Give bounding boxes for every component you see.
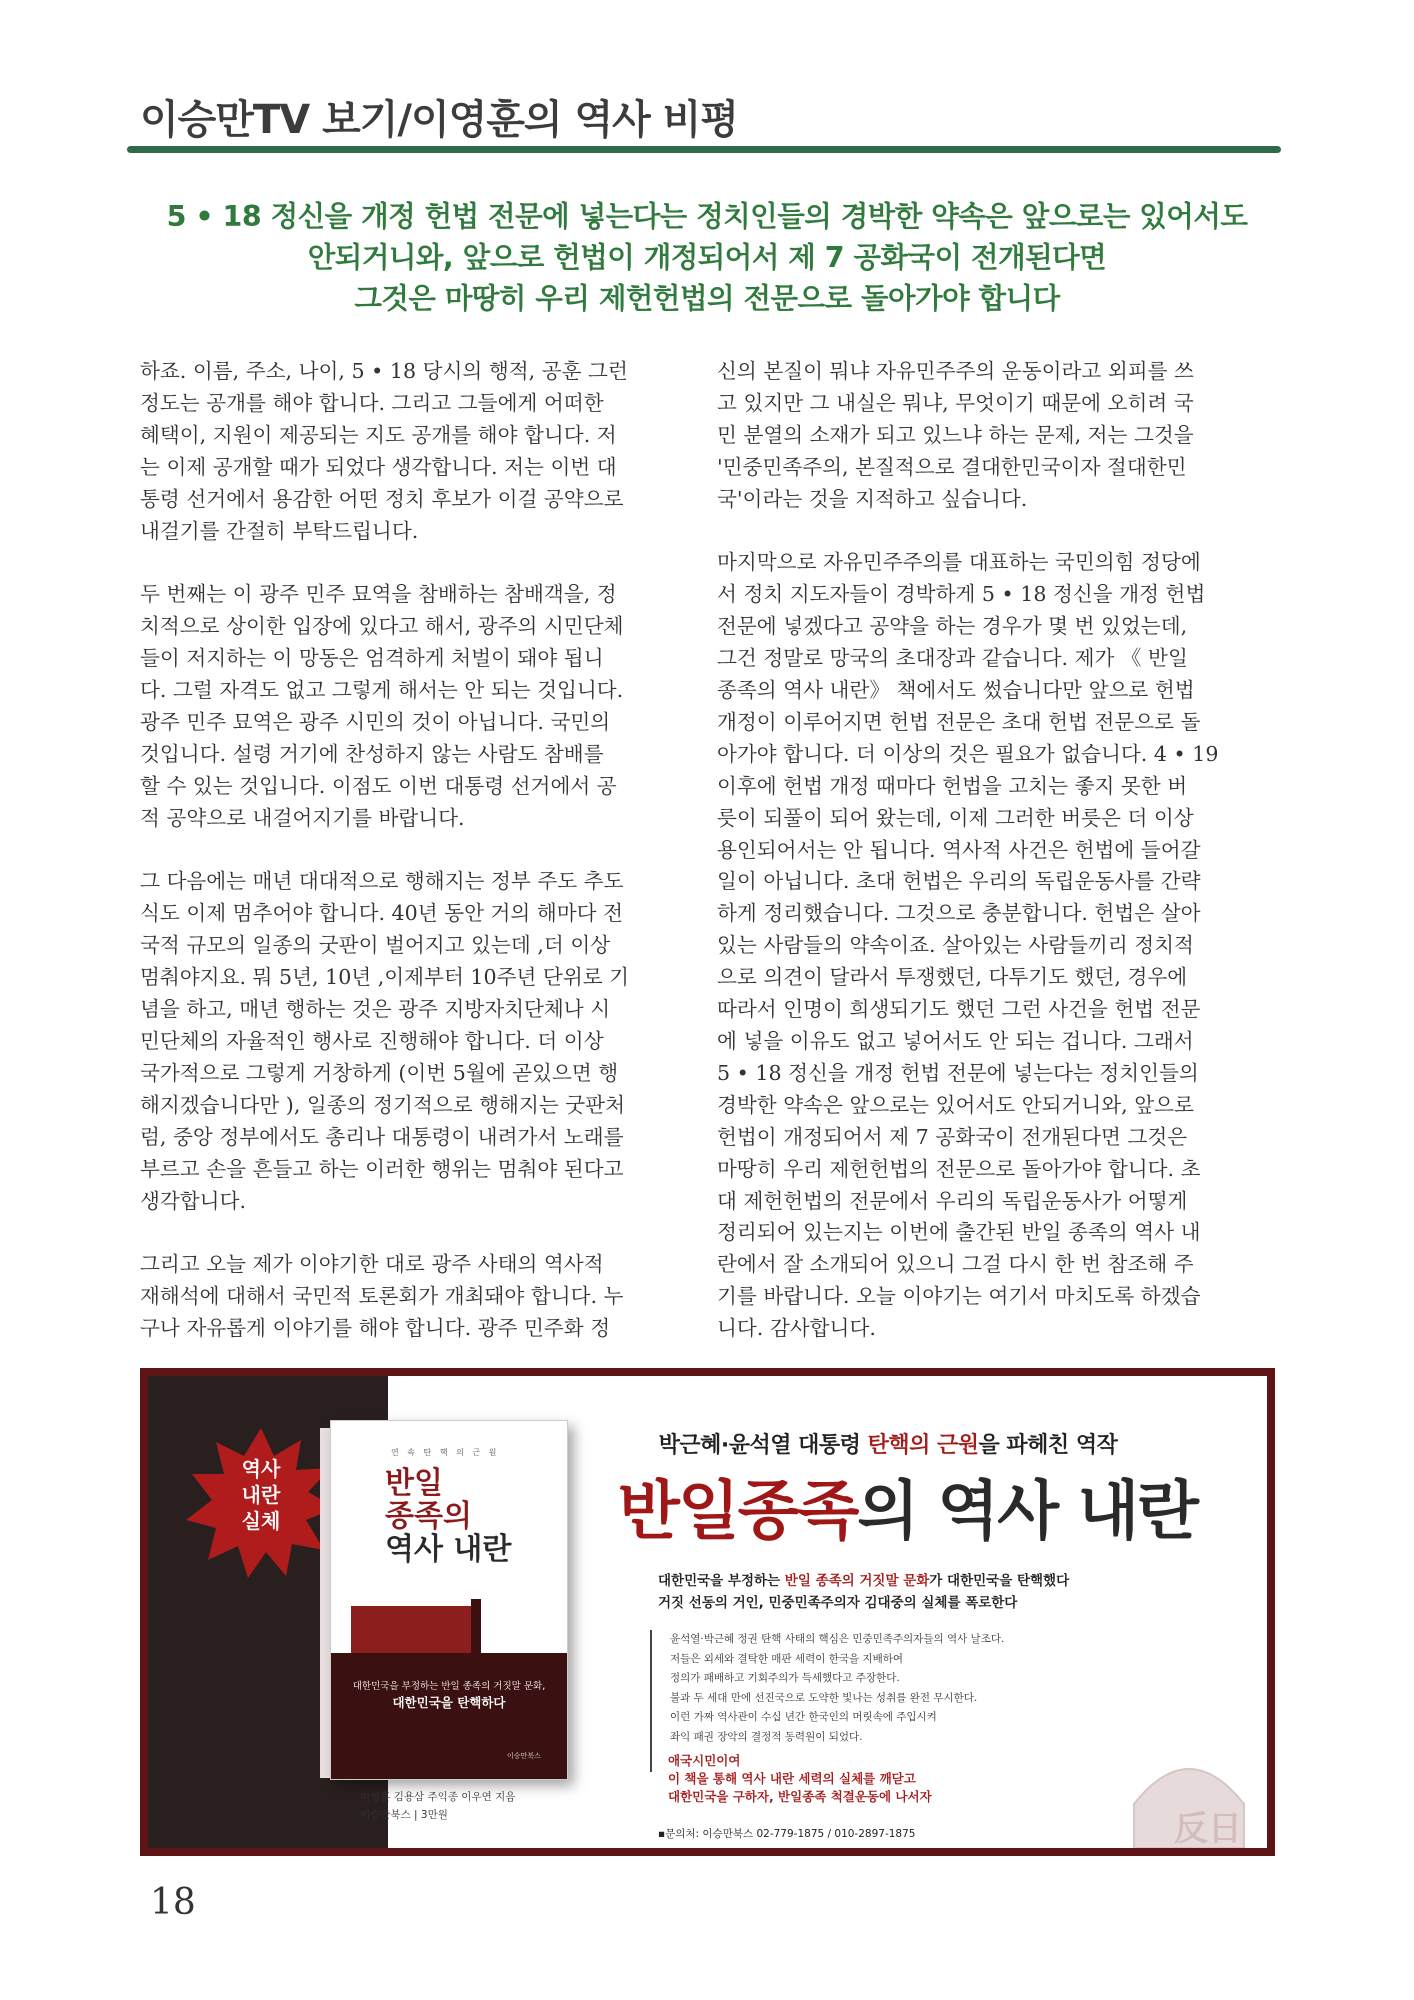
text-line: 해지겠습니다만 ), 일종의 정기적으로 행해지는 굿판처 (140, 1092, 625, 1117)
book-tagline-big: 대한민국을 탄핵하다 (392, 1695, 506, 1710)
text-line: 국가적으로 그렇게 거창하게 (이번 5월에 곧있으면 행 (140, 1060, 619, 1085)
book-cover (330, 1420, 568, 1780)
paragraph (717, 547, 1269, 1345)
anti-japan-stamp-icon (1114, 1744, 1264, 1848)
book-title (385, 1467, 535, 1566)
ad-panel (148, 1376, 1267, 1848)
text-line: 는 이제 공개할 때가 되었다 생각합니다. 저는 이번 대 (140, 454, 617, 479)
text-line: 경박한 약속은 앞으로는 있어서도 안되거니와, 앞으로 (717, 1092, 1194, 1117)
paragraph (140, 1249, 692, 1345)
ad-body-line: 저들은 외세와 결탁한 매판 세력이 한국을 지배하여 (670, 1652, 904, 1665)
text-line: 할 수 있는 것입니다. 이점도 이번 대통령 선거에서 공 (140, 773, 617, 798)
ad-kicker-highlight: 탄핵의 근원 (867, 1433, 979, 1458)
ad-sub-pre: 대한민국을 부정하는 (658, 1573, 785, 1589)
ad-kicker-pre: 박근혜·윤석열 대통령 (658, 1433, 868, 1458)
text-line: 부르고 손을 흔들고 하는 이러한 행위는 멈춰야 된다고 (140, 1156, 624, 1181)
text-line: 들이 저지하는 이 망동은 엄격하게 처벌이 돼야 됩니 (140, 646, 604, 671)
page-number: 18 (150, 1882, 196, 1923)
paragraph (140, 356, 692, 547)
text-line: 생각합니다. (140, 1188, 247, 1213)
text-line: 헌법이 개정되어서 제 7 공화국이 전개된다면 그것은 (717, 1124, 1188, 1149)
book-publisher: 이승만북스 (507, 1752, 541, 1760)
book-title-line: 역사 내란 (385, 1532, 512, 1567)
text-line: 하게 정리했습니다. 그것으로 충분합니다. 헌법은 살아 (717, 901, 1201, 926)
text-line: 럼, 중앙 정부에서도 총리나 대통령이 내려가서 노래를 (140, 1124, 624, 1149)
text-line: 념을 하고, 매년 행하는 것은 광주 지방자치단체나 시 (140, 997, 611, 1022)
text-line: 마지막으로 자유민주주의를 대표하는 국민의힘 정당에 (717, 550, 1201, 575)
text-line: 종족의 역사 내란》 책에서도 썼습니다만 앞으로 헌법 (717, 678, 1195, 703)
text-line: 민단체의 자율적인 행사로 진행해야 합니다. 더 이상 (140, 1029, 604, 1053)
ad-call-line: 애국시민이여 (668, 1753, 741, 1768)
text-line: 5 • 18 정신을 개정 헌법 전문에 넣는다는 정치인들의 (717, 1060, 1199, 1085)
ad-sub-highlight: 반일 종족의 거짓말 문화 (784, 1573, 930, 1589)
ad-body-line: 윤석열·박근혜 정권 탄핵 사태의 핵심은 민중민족주의자들의 역사 날조다. (670, 1633, 1005, 1645)
ad-subtitle-line: 거짓 선동의 거인, 민중민족주의자 김대중의 실체를 폭로한다 (658, 1595, 1018, 1611)
ad-stamp-text: 反日 (1174, 1809, 1242, 1848)
text-line: 재해석에 대해서 국민적 토론회가 개최돼야 합니다. 누 (140, 1284, 624, 1309)
text-line: 그 다음에는 매년 대대적으로 행해지는 정부 주도 추도 (140, 869, 624, 894)
text-line: 릇이 되풀이 되어 왔는데, 이제 그러한 버릇은 더 이상 (717, 805, 1194, 830)
text-line: 것입니다. 설령 거기에 찬성하지 않는 사람도 참배를 (140, 741, 604, 766)
starburst-line: 실체 (241, 1509, 281, 1533)
ad-subtitle-line (658, 1570, 1178, 1592)
text-line: 으로 의견이 달라서 투쟁했던, 다투기도 했던, 경우에 (717, 965, 1188, 990)
text-line: 기를 바랍니다. 오늘 이야기는 여기서 마치도록 하겠습 (717, 1284, 1201, 1309)
paragraph (140, 579, 692, 834)
text-line: 용인되어서는 안 됩니다. 역사적 사건은 헌법에 들어갈 (717, 837, 1201, 862)
left-text-column (140, 356, 692, 1345)
text-line: 정리되어 있는지는 이번에 출간된 반일 종족의 역사 내 (717, 1220, 1201, 1245)
book-credits (360, 1788, 580, 1824)
paragraph (140, 866, 692, 1217)
section-divider (127, 146, 1281, 153)
starburst-line: 내란 (241, 1483, 281, 1507)
text-line: 치적으로 상이한 입장에 있다고 해서, 광주의 시민단체 (140, 614, 624, 639)
text-line: 서 정치 지도자들이 경박하게 5 • 18 정신을 개정 헌법 (717, 582, 1206, 607)
text-line: 전문에 넣겠다고 공약을 하는 경우가 몇 번 있었는데, (717, 614, 1188, 639)
ad-body-line: 이런 가짜 역사관이 수십 년간 한국인의 머릿속에 주입시켜 (670, 1711, 937, 1724)
text-line: 하죠. 이름, 주소, 나이, 5 • 18 당시의 행적, 공훈 그런 (140, 359, 628, 383)
text-line: 적 공약으로 내걸어지기를 바랍니다. (140, 805, 465, 830)
text-line: 광주 민주 묘역은 광주 시민의 것이 아닙니다. 국민의 (140, 709, 611, 734)
text-line: 그리고 오늘 제가 이야기한 대로 광주 사태의 역사적 (140, 1252, 604, 1277)
text-line: 일이 아닙니다. 초대 헌법은 우리의 독립운동사를 간략 (717, 869, 1201, 894)
ad-title-dark: 의 역사 내란 (857, 1475, 1197, 1549)
text-line: 국적 규모의 일종의 굿판이 벌어지고 있는데 ,더 이상 (140, 933, 611, 958)
text-line: 그건 정말로 망국의 초대장과 같습니다. 제가 《 반일 (717, 646, 1188, 671)
ad-book-title (618, 1460, 1197, 1552)
text-line: 식도 이제 멈추어야 합니다. 40년 동안 거의 해마다 전 (140, 901, 623, 926)
book-authors: 이영훈 김용삼 주익종 이우연 지음 (360, 1791, 516, 1803)
paragraph (717, 356, 1269, 516)
section-title: 이승만TV 보기/이영훈의 역사 비평 (140, 97, 738, 143)
ad-call-line: 대한민국을 구하자, 반일종족 척결운동에 나서자 (668, 1789, 932, 1804)
text-line: 고 있지만 그 내실은 뭐냐, 무엇이기 때문에 오히려 국 (717, 390, 1194, 415)
text-line: 민 분열의 소재가 되고 있느냐 하는 문제, 저는 그것을 (717, 422, 1194, 447)
book-cover-red-block (351, 1606, 471, 1654)
text-line: 이후에 헌법 개정 때마다 헌법을 고치는 좋지 못한 버 (717, 773, 1188, 798)
text-line: 마땅히 우리 제헌헌법의 전문으로 돌아가야 합니다. 초 (717, 1156, 1201, 1181)
ad-title-red: 반일종족 (618, 1475, 858, 1549)
text-line: 정도는 공개를 해야 합니다. 그리고 그들에게 어떠한 (140, 390, 604, 415)
book-advertisement (140, 1368, 1275, 1856)
right-text-column (717, 356, 1269, 1345)
book-series-label: 연 속 탄 핵 의 근 원 (391, 1448, 500, 1457)
article-headline (140, 196, 1274, 319)
text-line: 국'이라는 것을 지적하고 싶습니다. (717, 486, 1028, 511)
text-line: 멈춰야지요. 뭐 5년, 10년 ,이제부터 10주년 단위로 기 (140, 965, 630, 990)
starburst-text (186, 1456, 336, 1534)
text-line: 두 번째는 이 광주 민주 묘역을 참배하는 참배객을, 정 (140, 582, 617, 607)
headline-line: 그것은 마땅히 우리 제헌헌법의 전문으로 돌아가야 합니다 (354, 282, 1060, 315)
ad-subtitle (658, 1570, 1178, 1614)
text-line: 있는 사람들의 약속이죠. 살아있는 사람들끼리 정치적 (717, 933, 1194, 958)
text-line: 따라서 인명이 희생되기도 했던 그런 사건을 헌법 전문 (717, 997, 1201, 1022)
text-line: 란에서 잘 소개되어 있으니 그걸 다시 한 번 참조해 주 (717, 1252, 1194, 1277)
book-title-line: 반일 (385, 1466, 443, 1501)
text-line: 대 제헌헌법의 전문에서 우리의 독립운동사가 어떻게 (717, 1188, 1188, 1213)
book-cover-pillar (471, 1599, 481, 1655)
book-title-line: 종족의 (385, 1499, 472, 1534)
text-line: 내걸기를 간절히 부탁드립니다. (140, 518, 419, 543)
ad-kicker-post: 을 파헤친 역작 (978, 1433, 1118, 1458)
ad-contact-info: ▪문의처: 이승만북스 02-779-1875 / 010-2897-1875 (658, 1828, 916, 1840)
text-line: '민중민족주의, 본질적으로 결대한민국이자 절대한민 (717, 454, 1187, 479)
ad-call-line: 이 책을 통해 역사 내란 세력의 실체를 깨닫고 (668, 1771, 916, 1786)
text-line: 니다. 감사합니다. (717, 1316, 876, 1341)
headline-line: 5 • 18 정신을 개정 헌법 전문에 넣는다는 정치인들의 경박한 약속은 앞으로는 있어서도 (166, 200, 1248, 233)
ad-sub-post: 가 대한민국을 탄핵했다 (929, 1573, 1070, 1589)
text-line: 아가야 합니다. 더 이상의 것은 필요가 없습니다. 4 • 19 (717, 741, 1219, 766)
book-tagline-small: 대한민국을 부정하는 반일 종족의 거짓말 문화, (352, 1681, 546, 1692)
headline-line: 안되거니와, 앞으로 헌법이 개정되어서 제 7 공화국이 전개된다면 (307, 241, 1107, 274)
ad-body-line: 불과 두 세대 만에 선진국으로 도약한 빛나는 성취를 완전 무시한다. (670, 1691, 978, 1704)
text-line: 혜택이, 지원이 제공되는 지도 공개를 해야 합니다. 저 (140, 422, 617, 447)
book-tagline (351, 1679, 547, 1711)
ad-call-to-action (668, 1752, 1128, 1806)
text-line: 구나 자유롭게 이야기를 해야 합니다. 광주 민주화 정 (140, 1316, 611, 1341)
text-line: 에 넣을 이유도 없고 넣어서도 안 되는 겁니다. 그래서 (717, 1029, 1194, 1054)
starburst-line: 역사 (241, 1457, 281, 1481)
text-line: 다. 그럴 자격도 없고 그렇게 해서는 안 되는 것입니다. (140, 678, 624, 703)
book-price: 이승만북스 | 3만원 (360, 1809, 448, 1821)
text-line: 개정이 이루어지면 헌법 전문은 초대 헌법 전문으로 돌 (717, 709, 1201, 734)
text-line: 통령 선거에서 용감한 어떤 정치 후보가 이걸 공약으로 (140, 486, 624, 511)
text-line: 신의 본질이 뭐냐 자유민주주의 운동이라고 외피를 쓰 (717, 359, 1194, 383)
ad-kicker (588, 1428, 1188, 1459)
ad-body-line: 좌익 패권 장악의 결정적 동력원이 되었다. (670, 1730, 863, 1743)
ad-body-line: 정의가 패배하고 기회주의가 득세했다고 주장한다. (670, 1672, 900, 1685)
